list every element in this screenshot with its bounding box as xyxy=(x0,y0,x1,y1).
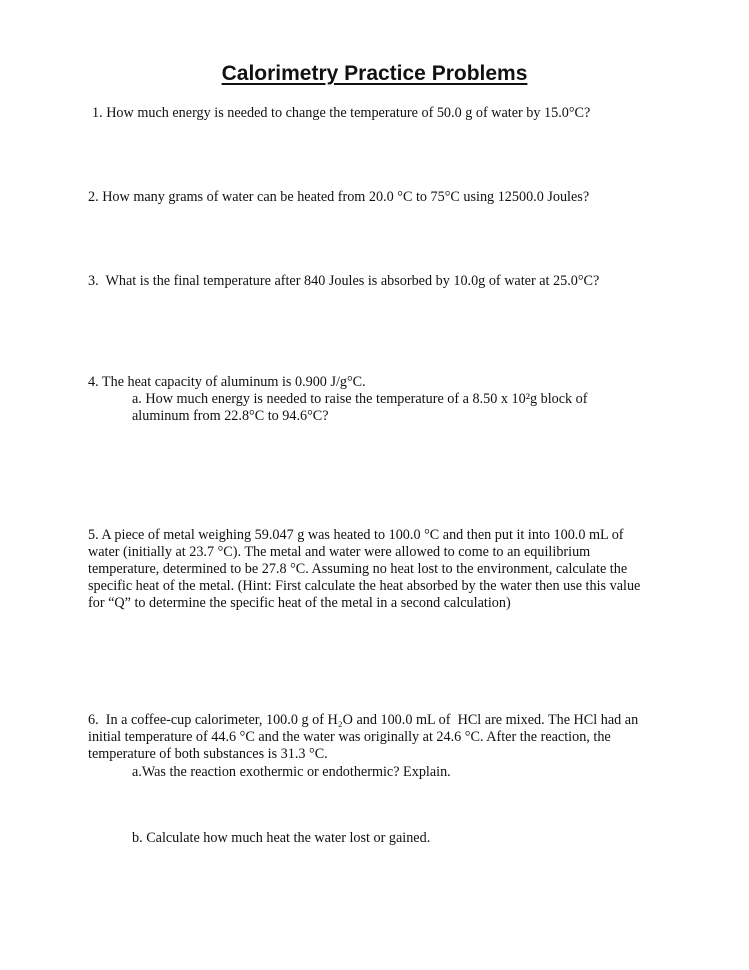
problem-6-line-2: initial temperature of 44.6 °C and the water was originally at 24.6 °C. After the reaction, the xyxy=(88,729,611,745)
problem-2: 2. How many grams of water can be heated from 20.0 °C to 75°C using 12500.0 Joules? xyxy=(88,189,590,205)
problem-4a-line-1: a. How much energy is needed to raise the temperature of a 8.50 x 10²g block of xyxy=(132,391,588,407)
problem-5-line-1: 5. A piece of metal weighing 59.047 g was heated to 100.0 °C and then put it into 100.0 mL of xyxy=(88,527,624,543)
problem-4a-line-2: aluminum from 22.8°C to 94.6°C? xyxy=(132,408,329,424)
problem-6a: a.Was the reaction exothermic or endothermic? Explain. xyxy=(132,764,451,780)
problem-1: 1. How much energy is needed to change the temperature of 50.0 g of water by 15.0°C? xyxy=(92,105,591,121)
problem-6-line-3: temperature of both substances is 31.3 °C. xyxy=(88,746,328,762)
problem-4: 4. The heat capacity of aluminum is 0.900 J/g°C. xyxy=(88,374,366,390)
problem-5-line-3: temperature, determined to be 27.8 °C. Assuming no heat lost to the environment, calculate the xyxy=(88,561,628,577)
problem-6b: b. Calculate how much heat the water lost or gained. xyxy=(132,830,431,846)
problem-3: 3. What is the final temperature after 840 Joules is absorbed by 10.0g of water at 25.0°C? xyxy=(88,273,600,289)
page-title: Calorimetry Practice Problems xyxy=(221,62,528,85)
problem-5-line-4: specific heat of the metal. (Hint: First calculate the heat absorbed by the water then use this value xyxy=(88,578,641,594)
problem-6-line-1: 6. In a coffee-cup calorimeter, 100.0 g of H₂O and 100.0 mL of HCl are mixed. The HCl had an xyxy=(88,712,639,728)
problem-5-line-5: for “Q” to determine the specific heat of the metal in a second calculation) xyxy=(88,595,511,611)
problem-5-line-2: water (initially at 23.7 °C). The metal and water were allowed to come to an equilibrium xyxy=(88,544,591,560)
